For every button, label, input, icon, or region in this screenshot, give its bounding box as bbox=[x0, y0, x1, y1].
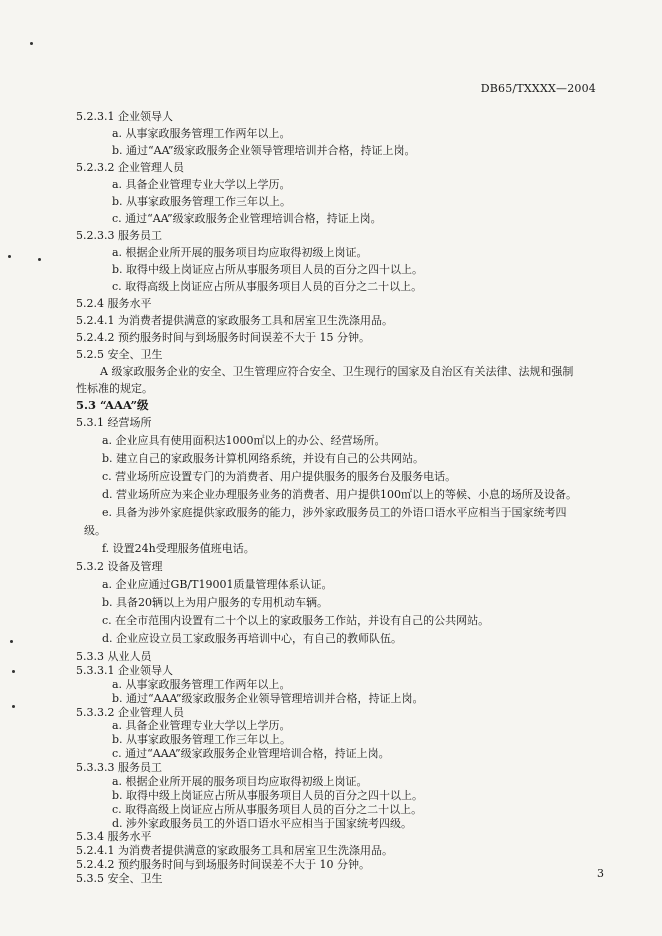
document-code: DB65/TXXXX—2004 bbox=[480, 82, 596, 95]
scan-speck bbox=[10, 640, 13, 643]
list-item: f. 设置24h受理服务值班电话。 bbox=[102, 542, 255, 555]
clause-heading: 5.3.3.3 服务员工 bbox=[76, 761, 162, 774]
clause-heading: 5.3.3 从业人员 bbox=[76, 650, 152, 663]
list-item: b. 取得中级上岗证应占所从事服务项目人员的百分之四十以上。 bbox=[112, 789, 424, 802]
paragraph-line: 性标准的规定。 bbox=[76, 382, 153, 395]
list-item: a. 企业应具有使用面积达1000㎡以上的办公、经营场所。 bbox=[102, 434, 386, 447]
clause-heading: 5.2.3.3 服务员工 bbox=[76, 229, 162, 242]
scan-speck bbox=[8, 255, 11, 258]
list-item: c. 营业场所应设置专门的为消费者、用户提供服务的服务台及服务电话。 bbox=[102, 470, 457, 483]
clause-text: 5.2.4.1 为消费者提供满意的家政服务工具和居室卫生洗涤用品。 bbox=[76, 314, 393, 327]
list-item: c. 通过“AA”级家政服务企业管理培训合格，持证上岗。 bbox=[112, 212, 382, 225]
list-item: a. 具备企业管理专业大学以上学历。 bbox=[112, 719, 291, 732]
list-item: c. 取得高级上岗证应占所从事服务项目人员的百分之二十以上。 bbox=[112, 280, 423, 293]
list-item: d. 企业应设立员工家政服务再培训中心，有自己的教师队伍。 bbox=[102, 632, 403, 645]
list-item: d. 营业场所应为来企业办理服务业务的消费者、用户提供100㎡以上的等候、小息的场所及设备。 bbox=[102, 488, 578, 501]
section-heading: 5.3 “AAA”级 bbox=[76, 398, 149, 412]
scan-speck bbox=[38, 258, 41, 261]
scan-speck bbox=[12, 705, 15, 708]
paragraph-line: A 级家政服务企业的安全、卫生管理应符合安全、卫生现行的国家及自治区有关法律、法规和强制 bbox=[100, 365, 574, 378]
list-item: c. 取得高级上岗证应占所从事服务项目人员的百分之二十以上。 bbox=[112, 803, 423, 816]
clause-text: 5.2.4.1 为消费者提供满意的家政服务工具和居室卫生洗涤用品。 bbox=[76, 844, 393, 857]
scan-speck bbox=[12, 670, 15, 673]
list-item: c. 通过“AAA”级家政服务企业管理培训合格，持证上岗。 bbox=[112, 747, 390, 760]
list-item: a. 企业应通过GB/T19001质量管理体系认证。 bbox=[102, 578, 333, 591]
clause-heading: 5.3.1 经营场所 bbox=[76, 416, 152, 429]
clause-heading: 5.3.4 服务水平 bbox=[76, 830, 152, 843]
clause-heading: 5.3.3.1 企业领导人 bbox=[76, 664, 173, 677]
list-item-continuation: 级。 bbox=[84, 524, 106, 537]
clause-heading: 5.2.3.2 企业管理人员 bbox=[76, 161, 184, 174]
clause-heading: 5.3.3.2 企业管理人员 bbox=[76, 706, 184, 719]
clause-heading: 5.2.4 服务水平 bbox=[76, 297, 152, 310]
list-item: a. 根据企业所开展的服务项目均应取得初级上岗证。 bbox=[112, 775, 368, 788]
list-item: b. 从事家政服务管理工作三年以上。 bbox=[112, 195, 292, 208]
clause-text: 5.2.4.2 预约服务时间与到场服务时间误差不大于 10 分钟。 bbox=[76, 858, 370, 871]
clause-heading: 5.3.5 安全、卫生 bbox=[76, 872, 163, 885]
clause-heading: 5.2.5 安全、卫生 bbox=[76, 348, 163, 361]
list-item: e. 具备为涉外家庭提供家政服务的能力，涉外家政服务员工的外语口语水平应相当于国家统考四 bbox=[102, 506, 567, 519]
list-item: d. 涉外家政服务员工的外语口语水平应相当于国家统考四级。 bbox=[112, 817, 413, 830]
scan-speck bbox=[30, 42, 33, 45]
list-item: a. 从事家政服务管理工作两年以上。 bbox=[112, 127, 291, 140]
list-item: b. 从事家政服务管理工作三年以上。 bbox=[112, 733, 292, 746]
clause-heading: 5.2.3.1 企业领导人 bbox=[76, 110, 173, 123]
list-item: b. 通过“AA”级家政服务企业领导管理培训并合格，持证上岗。 bbox=[112, 144, 416, 157]
list-item: b. 取得中级上岗证应占所从事服务项目人员的百分之四十以上。 bbox=[112, 263, 424, 276]
clause-text: 5.2.4.2 预约服务时间与到场服务时间误差不大于 15 分钟。 bbox=[76, 331, 370, 344]
list-item: a. 根据企业所开展的服务项目均应取得初级上岗证。 bbox=[112, 246, 368, 259]
list-item: b. 建立自己的家政服务计算机网络系统，并设有自己的公共网站。 bbox=[102, 452, 425, 465]
page-number: 3 bbox=[597, 867, 604, 880]
list-item: c. 在全市范围内设置有二十个以上的家政服务工作站，并设有自己的公共网站。 bbox=[102, 614, 490, 627]
list-item: a. 从事家政服务管理工作两年以上。 bbox=[112, 678, 291, 691]
clause-heading: 5.3.2 设备及管理 bbox=[76, 560, 163, 573]
list-item: b. 具备20辆以上为用户服务的专用机动车辆。 bbox=[102, 596, 329, 609]
list-item: a. 具备企业管理专业大学以上学历。 bbox=[112, 178, 291, 191]
list-item: b. 通过“AAA”级家政服务企业领导管理培训并合格，持证上岗。 bbox=[112, 692, 424, 705]
